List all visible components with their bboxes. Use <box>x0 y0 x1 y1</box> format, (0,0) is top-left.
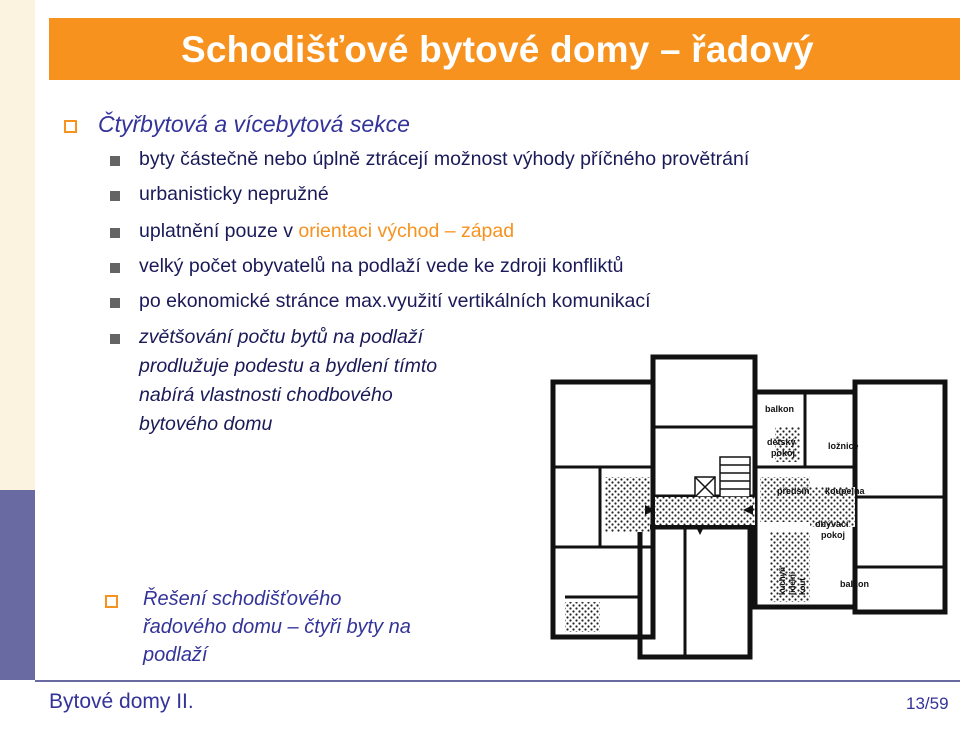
bullet-icon <box>110 191 120 201</box>
plan-label: koupelna <box>825 486 865 496</box>
plan-label: balkon <box>765 404 795 414</box>
slide-title: Schodišťové bytové domy – řadový <box>181 29 814 70</box>
plan-label: kuchyň <box>778 566 787 595</box>
list-item-line: bytového domu <box>139 413 273 435</box>
list-item: velký počet obyvatelů na podlaží vede ke zdroji konfliktů <box>139 255 624 277</box>
plan-label: předsíň <box>777 486 810 496</box>
footer-divider <box>35 680 960 682</box>
plan-label: pokoj <box>821 530 845 540</box>
page-total: /59 <box>924 694 949 713</box>
left-bar-bottom <box>0 490 35 680</box>
plan-label: obývací <box>815 519 849 529</box>
plan-label: pokoj <box>771 448 795 458</box>
bullet-square-icon <box>64 120 77 133</box>
plan-label: jídelní <box>788 571 797 595</box>
plan-label: ložnice <box>828 441 859 451</box>
list-item: po ekonomické stránce max.využití vertikálních komunikací <box>139 290 651 312</box>
list-item-line: zvětšování počtu bytů na podlaží <box>139 326 424 348</box>
left-bar-top <box>0 0 35 490</box>
section-heading: Čtyřbytová a vícebytová sekce <box>98 111 410 137</box>
caption-line: řadového domu – čtyři byty na <box>143 616 411 638</box>
plan-label: balkon <box>840 579 870 589</box>
plan-label: dětský <box>767 437 796 447</box>
floor-plan-drawing <box>545 337 960 662</box>
caption-line: podlaží <box>143 644 208 666</box>
list-item <box>139 220 514 243</box>
bullet-icon <box>110 298 120 308</box>
list-item-highlight: orientaci východ – západ <box>298 220 515 242</box>
list-item-line: prodlužuje podestu a bydlení tímto <box>139 355 438 377</box>
list-item: urbanisticky nepružné <box>139 183 329 205</box>
page-number <box>906 694 949 714</box>
list-item-prefix: uplatnění pouze v <box>139 220 299 242</box>
plan-label: kout <box>798 578 807 595</box>
bullet-icon <box>110 263 120 273</box>
bullet-square-icon <box>105 595 118 608</box>
bullet-icon <box>110 228 120 238</box>
caption-line: Řešení schodišťového <box>143 588 342 610</box>
page-current: 13 <box>906 694 925 713</box>
bullet-icon <box>110 334 120 344</box>
footer-title: Bytové domy II. <box>49 690 194 713</box>
bullet-icon <box>110 156 120 166</box>
list-item: byty částečně nebo úplně ztrácejí možnost výhody příčného provětrání <box>139 148 750 170</box>
list-item-line: nabírá vlastnosti chodbového <box>139 384 393 406</box>
